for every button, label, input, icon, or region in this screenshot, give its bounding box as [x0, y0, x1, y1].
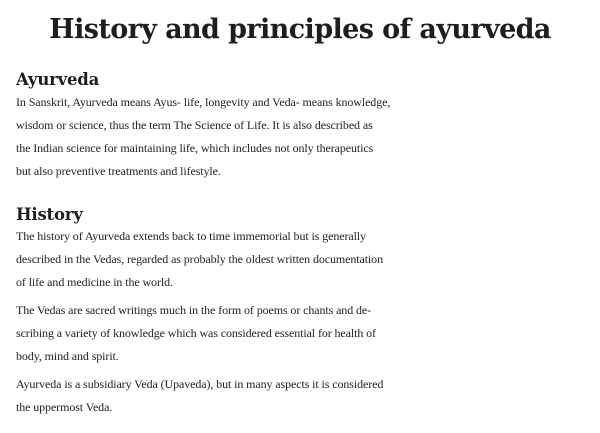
paragraph-history-vedas [16, 225, 596, 294]
text-line: The history of Ayurveda extends back to time immemorial but is generally [16, 229, 366, 243]
section-heading-history: History [16, 205, 83, 224]
text-line: body, mind and spirit. [16, 349, 119, 363]
text-line: Ayurveda is a subsidiary Veda (Upaveda), but in many aspects it is considered [16, 377, 384, 391]
text-line: described in the Vedas, regarded as probably the oldest written documentation [16, 252, 383, 266]
text-line: wisdom or science, thus the term The Science of Life. It is also described as [16, 118, 373, 132]
text-line: scribing a variety of knowledge which was considered essential for health of [16, 326, 376, 340]
text-line: In Sanskrit, Ayurveda means Ayus- life, longevity and Veda- means knowledge, [16, 95, 391, 109]
text-line: The Vedas are sacred writings much in the form of poems or chants and de- [16, 303, 372, 317]
paragraph-upaveda [16, 373, 596, 419]
paragraph-ayurveda-definition [16, 91, 596, 183]
section-heading-ayurveda: Ayurveda [16, 70, 100, 89]
paragraph-vedas-writings [16, 299, 596, 368]
text-line: the uppermost Veda. [16, 400, 113, 414]
text-line: of life and medicine in the world. [16, 275, 173, 289]
text-line: the Indian science for maintaining life, which includes not only therapeutics [16, 141, 374, 155]
page-title: History and principles of ayurveda [49, 14, 551, 45]
text-line: but also preventive treatments and lifestyle. [16, 164, 221, 178]
